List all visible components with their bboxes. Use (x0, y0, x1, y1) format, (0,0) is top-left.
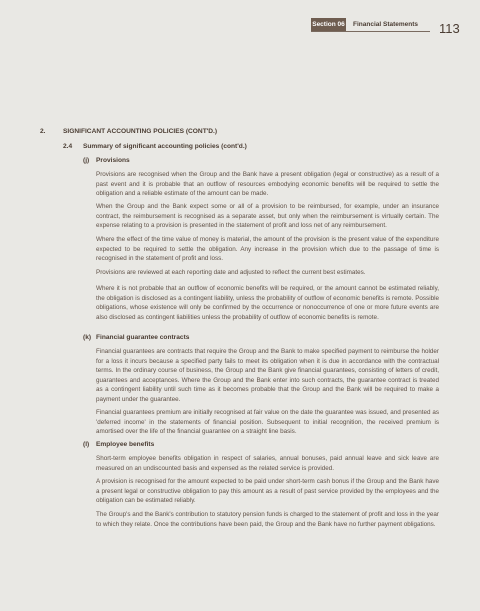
section-title: Financial Statements (353, 21, 419, 28)
item-heading-provisions (83, 157, 130, 164)
item-title: Financial guarantee contracts (96, 334, 190, 341)
item-heading-employee-benefits (83, 441, 155, 448)
item-heading-financial-guarantees (83, 334, 190, 341)
item-letter: (k) (83, 334, 92, 341)
subsection-heading-title: Summary of significant accounting policies (cont'd.) (83, 143, 247, 150)
page-header (0, 0, 480, 45)
section-heading-title: SIGNIFICANT ACCOUNTING POLICIES (CONT'D.) (63, 128, 218, 135)
paragraph: Short-term employee benefits obligation in respect of salaries, annual bonuses, paid annual leave and sick leave are measured on an undiscounted basis and expensed as the related service is provided. (96, 455, 439, 472)
item-title: Employee benefits (96, 441, 155, 448)
paragraph: Provisions are recognised when the Group and the Bank have a present obligation (legal or constructive) as a result of a past event and it is probable that an outflow of resources embodying economic benefits will be required to settle the obligation and a reliable estimate of the amount can be made. (96, 171, 439, 198)
item-letter: (l) (83, 441, 90, 448)
section-badge: Section 06 (311, 18, 346, 31)
paragraph: Provisions are reviewed at each reporting date and adjusted to reflect the current best estimates. (96, 269, 366, 276)
subsection-heading (63, 143, 247, 150)
paragraph: Where the effect of the time value of money is material, the amount of the provision is the present value of the expenditure expected to be required to settle the obligation. Any increase in the provision which due to the passage of time is recognised in the statement of profit and loss. (96, 236, 439, 263)
paragraph: The Group's and the Bank's contribution to statutory pension funds is charged to the statement of profit and loss in the year to which they relate. Once the contributions have been paid, the Group and the Bank have no further payment obligations. (96, 511, 439, 528)
section-heading (40, 128, 218, 135)
section-number: 2. (40, 128, 46, 135)
paragraph: When the Group and the Bank expect some or all of a provision to be reimbursed, for example, under an insurance contract, the reimbursement is recognised as a separate asset, but only when the reimbursement is virtually certain. The expense relating to a provision is presented in the statement of profit and loss net of any reimbursement. (96, 203, 439, 230)
item-title: Provisions (96, 157, 130, 164)
paragraph: Financial guarantees premium are initially recognised at fair value on the date the guarantee was issued, and presented as 'deferred income' in the statements of financial position. Subsequent to initial recognition, the received premium is amortised over the life of the financial guarantee on a straight line basis. (96, 409, 439, 436)
paragraph: Financial guarantees are contracts that require the Group and the Bank to make specified payment to reimburse the holder for a loss it incurs because a specified party fails to meet its obligation when it is due in accordance with the contractual terms. In the ordinary course of business, the Group and the Bank give financial guarantees, consisting of letters of credit, guarantees and acceptances. Where the Group and the Bank enter into such contracts, the guarantee contract is treated as a contingent liability until such time as it becomes probable that the Group and the Bank will be required to make a payment under the guarantee. (96, 348, 439, 403)
paragraph: Where it is not probable that an outflow of economic benefits will be required, or the amount cannot be estimated reliably, the obligation is disclosed as a contingent liability, unless the probability of outflow of economic benefits is remote. Possible obligations, whose existence will only be confirmed by the occurrence or nonoccurrence of one or more future events are also disclosed as contingent liabilities unless the probability of outflow of economic benefits is remote. (96, 285, 439, 321)
paragraph: A provision is recognised for the amount expected to be paid under short-term cash bonus if the Group and the Bank have a present legal or constructive obligation to pay this amount as a result of past service provided by the employees and the obligation can be estimated reliably. (96, 478, 439, 505)
subsection-number: 2.4 (63, 143, 73, 150)
item-letter: (j) (83, 157, 90, 164)
page-number: 113 (439, 21, 460, 36)
header-divider (311, 31, 430, 32)
